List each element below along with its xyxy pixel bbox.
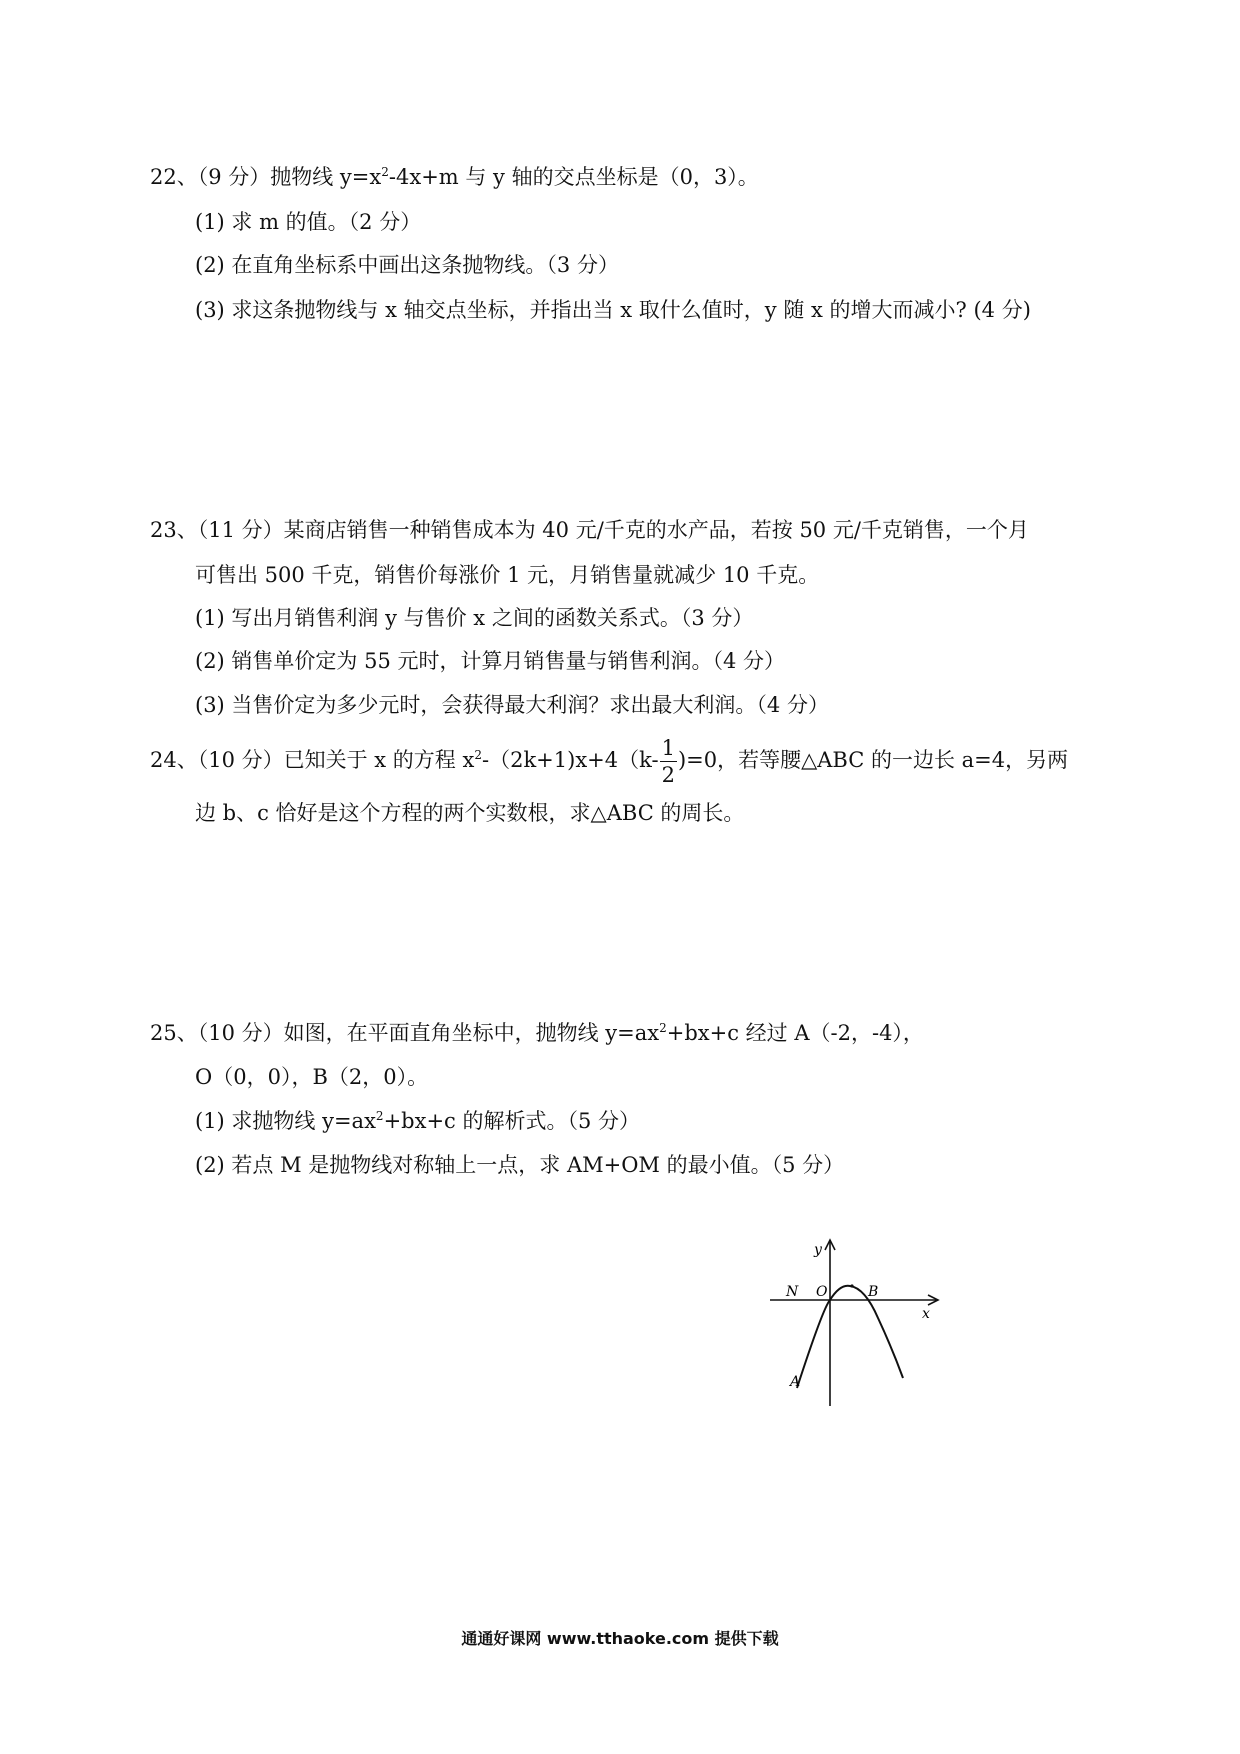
vertex-dot — [850, 1284, 853, 1287]
q23-part-2: (2) 销售单价定为 55 元时，计算月销售量与销售利润。（4 分） — [195, 649, 786, 673]
q23-part-3: (3) 当售价定为多少元时，会获得最大利润？求出最大利润。（4 分） — [195, 693, 829, 717]
q25-stem-line-2: O（0，0），B（2，0）。 — [195, 1065, 429, 1089]
q23-stem-line-1: 23、（11 分）某商店销售一种销售成本为 40 元/千克的水产品，若按 50 元/千克销售，一个月 — [150, 518, 1029, 542]
label-x: x — [922, 1306, 930, 1322]
label-a: A — [790, 1374, 801, 1390]
parabola-figure — [770, 1238, 950, 1408]
label-y: y — [814, 1242, 822, 1258]
q25-part-1: (1) 求抛物线 $y=ax^2+bx+c$ 的解析式。（5 分） — [195, 1109, 641, 1133]
footer-credit: 通通好课网 www.tthaoke.com 提供下载 — [461, 1629, 779, 1648]
q24-stem-line-1: 24、（10 分）已知关于 x 的方程 $x^2-(2k+1)x+4(k-$ $\frac{1}{2}$ )=0，若等腰△ABC 的一边长 a=4，另两 — [150, 736, 1069, 787]
label-n: N — [786, 1284, 799, 1300]
q25-part-2: (2) 若点 M 是抛物线对称轴上一点，求 AM+OM 的最小值。（5 分） — [195, 1153, 845, 1177]
fraction-one-half: $\frac{1}{2}$ — [661, 736, 675, 787]
q22-stem: 22、（9 分）抛物线 $y=x^2-4x+m$ 与 y 轴的交点坐标是（0，3）。 — [150, 165, 759, 189]
q22-part-1: (1) 求 m 的值。（2 分） — [195, 210, 422, 234]
label-o: O — [816, 1284, 828, 1300]
q24-stem-line-2: 边 b、c 恰好是这个方程的两个实数根，求△ABC 的周长。 — [195, 801, 745, 825]
q22-part-2: (2) 在直角坐标系中画出这条抛物线。（3 分） — [195, 253, 619, 277]
parabola-curve — [797, 1286, 903, 1388]
q25-stem-line-1: 25、（10 分）如图，在平面直角坐标中，抛物线 $y=ax^2+bx+c$ 经过 A（-2，-4）， — [150, 1021, 924, 1045]
q23-stem-line-2: 可售出 500 千克，销售价每涨价 1 元，月销售量就减少 10 千克。 — [195, 563, 820, 587]
label-b: B — [868, 1284, 879, 1300]
q22-part-3: (3) 求这条抛物线与 x 轴交点坐标，并指出当 x 取什么值时，y 随 x 的增大而减小? (4 分) — [195, 298, 1031, 322]
q23-part-1: (1) 写出月销售利润 y 与售价 x 之间的函数关系式。（3 分） — [195, 606, 754, 630]
